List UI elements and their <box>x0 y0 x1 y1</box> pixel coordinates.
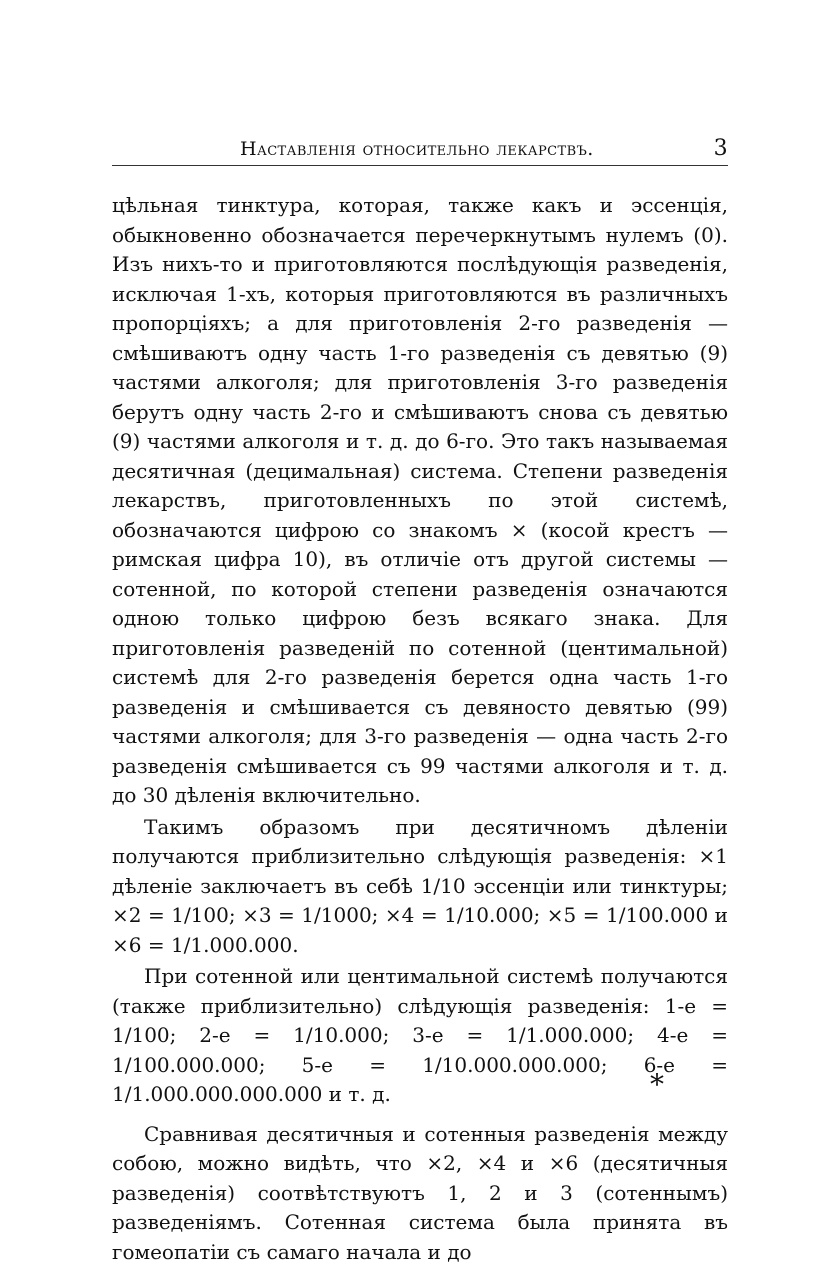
paragraph-1: цѣльная тинктура, которая, также какъ и эссенція, обыкновенно обозначается перечеркнутымъ нулемъ (0). Изъ нихъ-то и приготовляются послѣдующія разведенія, исключая 1-хъ, которыя приготовляются въ различныхъ пропорціяхъ; а для приготовленія 2-го разведенія — смѣшиваютъ одну часть 1-го разведенія съ девятью (9) частями алкоголя; для приготовленія 3-го разведенія берутъ одну часть 2-го и смѣшиваютъ снова съ девятью (9) частями алкоголя и т. д. до 6-го. Это такъ называемая десятичная (децимальная) система. Степени разведенія лекарствъ, приготовленныхъ по этой системѣ, обозначаются цифрою со знакомъ × (косой крестъ — римская цифра 10), въ отличіе отъ другой системы — сотенной, по которой степени разведенія означаются одною только цифрою безъ всякаго знака. Для приготовленія разведеній по сотенной (центимальной) системѣ для 2-го разведенія берется одна часть 1-го разведенія и смѣшивается съ девяносто девятью (99) частями алкоголя; для 3-го разведенія — одна часть 2-го разведенія смѣшивается съ 99 частями алкоголя и т. д. до 30 дѣленія включительно. <box>112 191 728 811</box>
paragraph-2: Такимъ образомъ при десятичномъ дѣленіи получаются приблизительно слѣдующія разведенія: ×1 дѣленіе заключаетъ въ себѣ 1/10 эссенціи или тинктуры; ×2 = 1/100; ×3 = 1/1000; ×4 = 1/10.000; ×5 = 1/100.000 и ×6 = 1/1.000.000. <box>112 813 728 961</box>
header-title: Наставленія относительно лекарствъ. <box>240 138 594 160</box>
paragraph-4: Сравнивая десятичныя и сотенныя разведенія между собою, можно видѣть, что ×2, ×4 и ×6 (десятичныя разведенія) соотвѣтствуютъ 1, 2 и 3 (сотеннымъ) разведеніямъ. Сотенная система была принята въ гомеопатіи съ самаго начала и до <box>112 1120 728 1267</box>
header-rule <box>112 165 728 166</box>
page-number: 3 <box>714 136 728 161</box>
signature-mark: * <box>650 1068 664 1101</box>
running-header <box>112 136 728 161</box>
body-text <box>112 191 728 1267</box>
paragraph-3: При сотенной или центимальной системѣ получаются (также приблизительно) слѣдующія разведенія: 1-е = 1/100; 2-е = 1/10.000; 3-е = 1/1.000.000; 4-е = 1/100.000.000; 5-е = 1/10.000.000.000; 6-е = 1/1.000.000.000.000 и т. д. <box>112 962 728 1110</box>
